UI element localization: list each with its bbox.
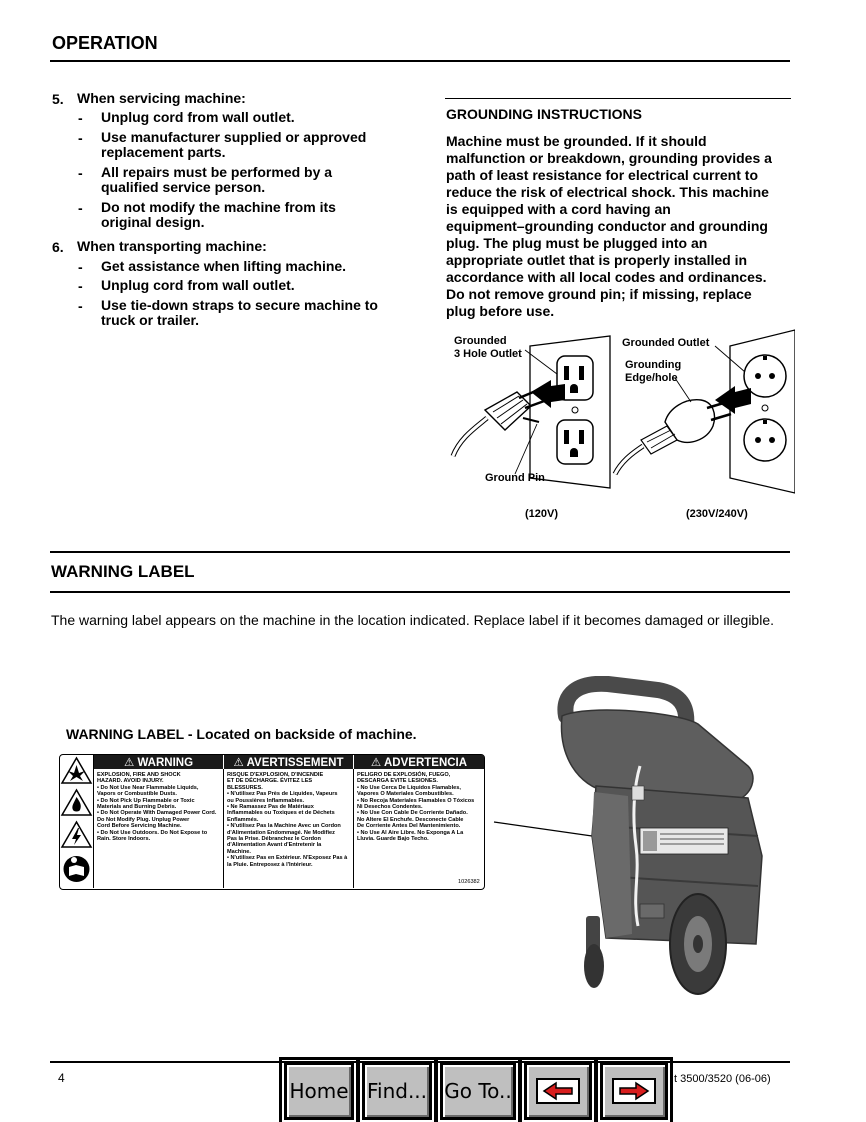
- label-col1-text: EXPLOSION, FIRE AND SHOCK HAZARD. AVOID INJURY. • Do Not Use Near Flammable Liquids, Vapors or Combustible Dusts. • Do Not Pick Up Flammable or Toxic Materials and Burning Debris. • Do Not Operate With Damaged Power Cord. Do Not Modify Plug. Unplug Power Cord Before Servicing Machine. • Do Not Use Outdoors. Do Not Expose to Rain. Store Indoors.: [97, 772, 217, 843]
- left-arrow-icon: [536, 1078, 580, 1104]
- label-divider: [223, 769, 224, 888]
- page-number: 4: [58, 1071, 65, 1085]
- list-item: Do not modify the machine from its original design.: [101, 199, 336, 230]
- label-col1-header: ⚠ WARNING: [94, 755, 223, 769]
- grounding-line: appropriate outlet that is properly installed in: [446, 252, 748, 268]
- goto-button[interactable]: Go To..: [440, 1062, 516, 1120]
- title-rule: [50, 60, 790, 62]
- label-part-number: 1026382: [458, 879, 480, 885]
- grounding-title: GROUNDING INSTRUCTIONS: [446, 106, 642, 122]
- dash: -: [78, 278, 83, 294]
- grounding-line: Machine must be grounded. If it should: [446, 133, 707, 149]
- label-grounding-edge: Grounding Edge/hole: [625, 359, 682, 384]
- footer-ref: t 3500/3520 (06-06): [674, 1073, 771, 1085]
- dash: -: [78, 298, 83, 314]
- dash: -: [78, 165, 83, 181]
- dash: -: [78, 200, 83, 216]
- warning-description: The warning label appears on the machine in the location indicated. Replace label if it becomes damaged or illegible.: [51, 612, 774, 628]
- list-number: 6.: [52, 239, 64, 255]
- grounding-line: equipment–grounding conductor and grounding: [446, 218, 768, 234]
- label-divider: [353, 769, 354, 888]
- list-item: Use tie-down straps to secure machine to truck or trailer.: [101, 297, 378, 328]
- grounding-line: accordance with all local codes and ordinances.: [446, 269, 767, 285]
- warning-section-rule: [50, 591, 790, 593]
- label-col3-text: PELIGRO DE EXPLOSIÓN, FUEGO, DESCARGA EVITE LESIONES. • No Use Cerca De Líquidos Flamables, Vapores O Materiales Combustibles. • No Recoja Materiales Flamables O Tóxicos Ni Desechos Condentes. • No Use Con Cable De Corriente Dañado. No Altere El Enchufe. Desconecte Cable De Corriente Antes Del Mantenimiento. • No Use Al Aire Libre. No Exponga A La Lluvia. Guarde Bajo Techo.: [357, 772, 475, 843]
- grounding-line: reduce the risk of electrical shock. This machine: [446, 184, 769, 200]
- back-button[interactable]: [524, 1062, 592, 1120]
- list-title: When servicing machine:: [77, 90, 246, 106]
- right-arrow-icon: [612, 1078, 656, 1104]
- dash: -: [78, 130, 83, 146]
- list-item: Unplug cord from wall outlet.: [101, 277, 295, 293]
- forward-button[interactable]: [600, 1062, 668, 1120]
- shock-icon: [62, 822, 91, 847]
- list-item: Unplug cord from wall outlet.: [101, 109, 295, 125]
- fire-icon: [62, 790, 91, 815]
- label-col3-header: ⚠ ADVERTENCIA: [354, 755, 484, 769]
- list-item: Use manufacturer supplied or approved replacement parts.: [101, 129, 367, 160]
- dash: -: [78, 259, 83, 275]
- list-item: All repairs must be performed by a qualified service person.: [101, 164, 333, 195]
- warning-label-caption: WARNING LABEL - Located on backside of machine.: [66, 726, 417, 742]
- hazard-icon-column: [60, 755, 94, 888]
- read-manual-icon: [64, 856, 90, 882]
- home-button[interactable]: Home: [284, 1062, 354, 1120]
- label-grounded-outlet: Grounded Outlet: [622, 337, 710, 349]
- list-number: 5.: [52, 91, 64, 107]
- label-120v: (120V): [525, 508, 559, 520]
- list-title: When transporting machine:: [77, 238, 267, 254]
- grounding-line: is equipped with a cord having an: [446, 201, 671, 217]
- grounding-line: malfunction or breakdown, grounding provides a: [446, 150, 772, 166]
- dash: -: [78, 110, 83, 126]
- explosion-icon: [62, 758, 91, 783]
- grounding-line: Do not remove ground pin; if missing, replace: [446, 286, 752, 302]
- label-col2-text: RISQUE D'EXPLOSION, D'INCENDIE ET DE DÉCHARGE. ÉVITEZ LES BLESSURES. • N'utilisez Pas Près de Liquides, Vapeurs ou Poussières Inflammables. • Ne Ramassez Pas de Matériaux Inflammables ou Toxiques et de Déchets Enflammés. • N'utilisez Pas la Machine Avec un Cordon d'Alimentation Endommagé. Ne Modifiez Pas la Prise. Débranchez le Cordon d'Alimentation Avant d'Entretenir la Machine. • N'utilisez Pas en Extérieur. N'Exposez Pas à la Pluie. Entreposez à l'Intérieur.: [227, 772, 348, 868]
- warning-section-top-rule: [50, 551, 790, 553]
- grounding-paragraph: [446, 133, 791, 320]
- page-title: OPERATION: [52, 33, 158, 53]
- grounding-line: path of least resistance for electrical current to: [446, 167, 758, 183]
- label-grounded-3hole: Grounded 3 Hole Outlet: [454, 335, 522, 360]
- label-col2-header: ⚠ AVERTISSEMENT: [224, 755, 353, 769]
- label-230v: (230V/240V): [686, 508, 748, 520]
- grounding-line: plug. The plug must be plugged into an: [446, 235, 708, 251]
- warning-section-title: WARNING LABEL: [51, 562, 195, 581]
- plug-120v: [485, 392, 531, 430]
- warning-label: [59, 754, 485, 890]
- list-item: Get assistance when lifting machine.: [101, 258, 347, 274]
- grounding-line: plug before use.: [446, 303, 555, 319]
- machine-illustration: [548, 676, 770, 1006]
- find-button[interactable]: Find...: [362, 1062, 432, 1120]
- label-ground-pin: Ground Pin: [485, 472, 545, 484]
- grounding-rule: [445, 98, 791, 99]
